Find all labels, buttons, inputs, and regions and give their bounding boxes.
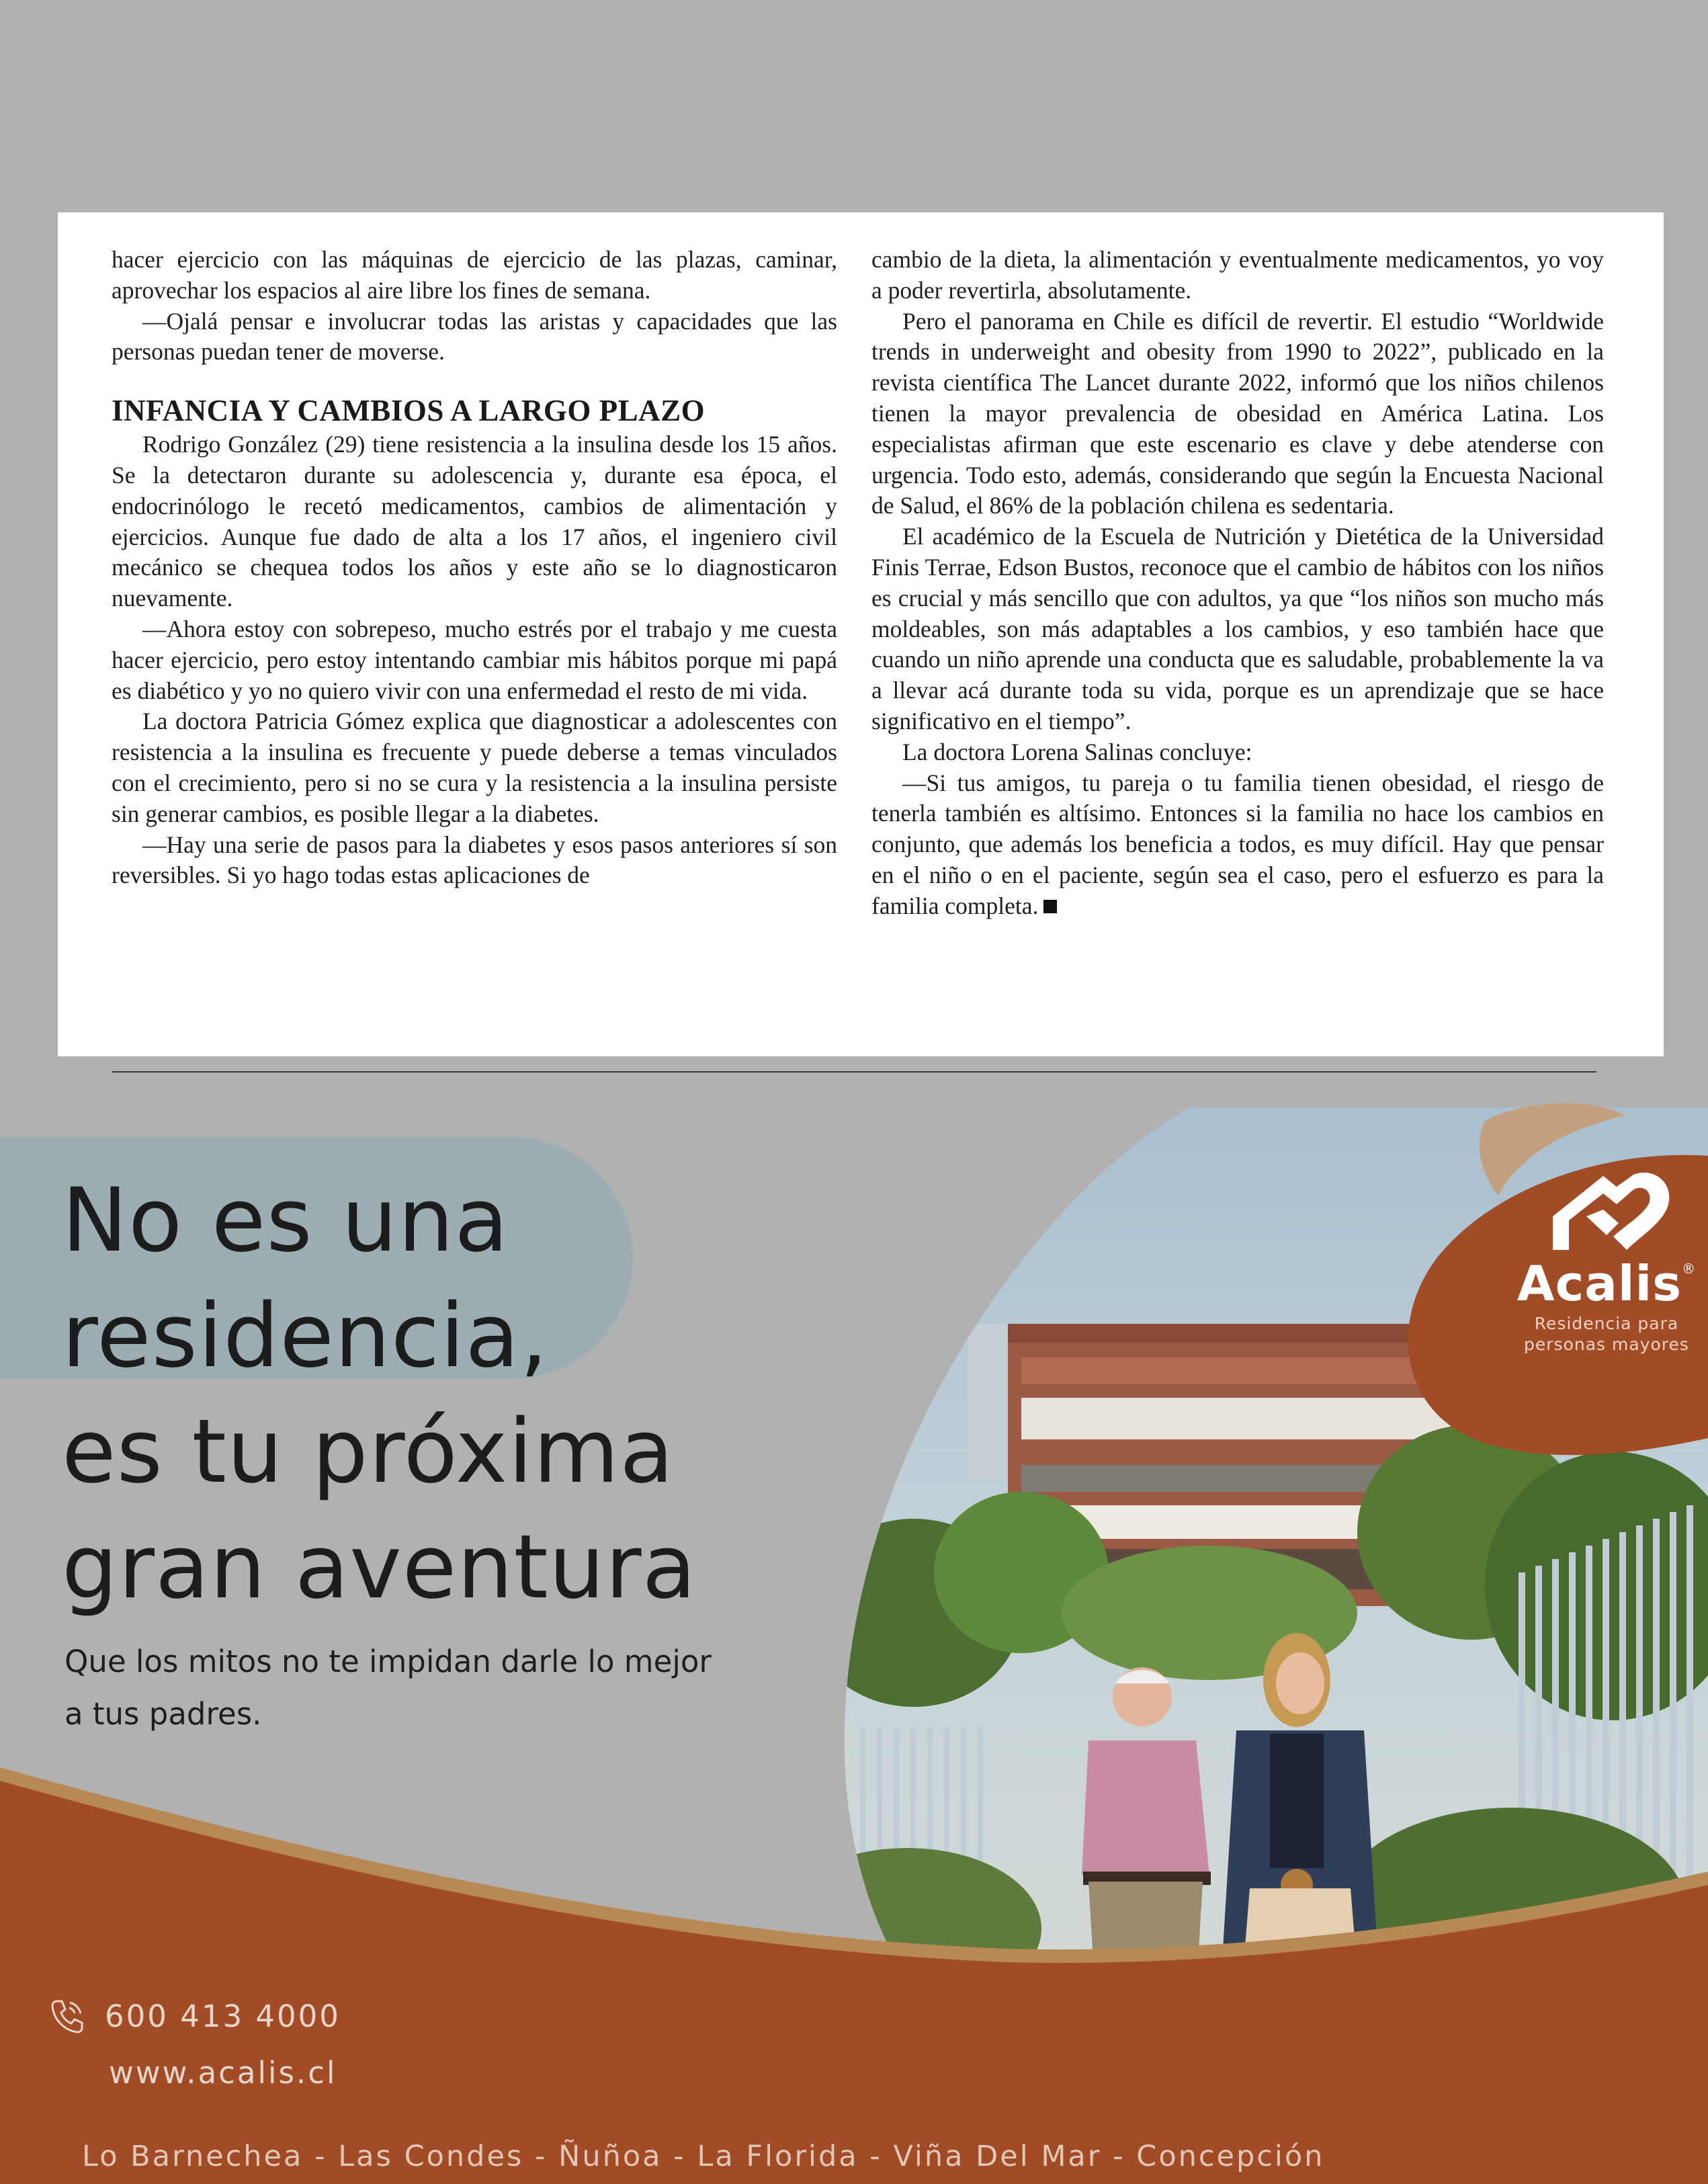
headline-line: No es una — [62, 1169, 509, 1271]
phone-icon — [47, 1996, 87, 2036]
article-paragraph: cambio de la dieta, la alimentación y eventualmente medicamentos, yo voy a poder revertirla, absolutamente. — [871, 246, 1604, 304]
section-heading: INFANCIA Y CAMBIOS A LARGO PLAZO — [112, 394, 706, 428]
article-card — [58, 212, 1664, 1056]
ad-subline — [65, 1636, 871, 1740]
end-of-article-mark-icon — [1043, 900, 1057, 913]
headline-line: es tu próxima — [62, 1400, 675, 1503]
registered-mark: ® — [1682, 1261, 1697, 1277]
section-divider — [112, 1071, 1596, 1073]
headline-line: residencia, — [62, 1284, 549, 1387]
locations-list: Lo Barnechea - Las Condes - Ñuñoa - La Florida - Viña Del Mar - Concepción — [82, 2140, 1325, 2173]
website-link[interactable]: www.acalis.cl — [109, 2055, 337, 2091]
article-paragraph: La doctora Patricia Gómez explica que diagnosticar a adolescentes con resistencia a la insulina es frecuente y puede deberse a temas vinculados con el crecimiento, pero si no se cura y la resistencia a la insulina persiste sin generar cambios, es posible llegar a la diabetes. — [112, 708, 837, 827]
headline-line: gran aventura — [62, 1515, 697, 1618]
phone-number[interactable]: 600 413 4000 — [105, 1998, 341, 2034]
house-heart-icon — [1539, 1169, 1674, 1257]
brand-tagline — [1502, 1313, 1708, 1355]
closing-paragraph-text: —Si tus amigos, tu pareja o tu familia tienen obesidad, el riesgo de tenerla también es altísimo. Entonces si la familia no hace los cambios en conjunto, que además los beneficia a todos, es muy difícil. Hay que pensar en el niño o en el paciente, según sea el caso, pero el esfuerzo es para la familia completa. — [871, 769, 1604, 919]
acalis-advertisement — [0, 1102, 1708, 2184]
contact-info — [47, 1996, 341, 2091]
acalis-logo — [1502, 1169, 1708, 1355]
article-paragraph: Rodrigo González (29) tiene resistencia a la insulina desde los 15 años. Se la detectaron durante su adolescencia y, durante esa época, el endocrinólogo le recetó medicamentos, cambios de alimentación y ejercicios. Aunque fue dado de alta a los 17 años, el ingeniero civil mecánico se chequea todos los años y este año se lo diagnosticaron nuevamente. — [112, 431, 837, 612]
subline-line: Que los mitos no te impidan darle lo mejor — [65, 1644, 712, 1679]
article-paragraph: —Ahora estoy con sobrepeso, mucho estrés por el trabajo y me cuesta hacer ejercicio, pero estoy intentando cambiar mis hábitos porque mi papá es diabético y yo no quiero vivir con una enfermedad el resto de mi vida. — [112, 615, 837, 704]
article-left-column — [112, 245, 837, 891]
tagline-line: Residencia para — [1534, 1314, 1679, 1333]
ad-headline — [62, 1163, 697, 1625]
article-paragraph: hacer ejercicio con las máquinas de ejercicio de las plazas, caminar, aprovechar los espacios al aire libre los fines de semana. — [112, 246, 837, 304]
article-paragraph: La doctora Lorena Salinas concluye: — [902, 738, 1252, 765]
subline-line: a tus padres. — [65, 1696, 262, 1732]
article-paragraph: El académico de la Escuela de Nutrición y Dietética de la Universidad Finis Terrae, Edson Bustos, reconoce que el cambio de hábitos con los niños es crucial y más sencillo que con adultos, ya que “los niños son mucho más moldeables, son más adaptables a los cambios, y eso también hace que cuando un niño aprende una conducta que es saludable, probablemente la va a llevar acá durante toda su vida, porque es un aprendizaje que se hace significativo en el tiempo”. — [871, 523, 1604, 734]
article-paragraph: —Ojalá pensar e involucrar todas las aristas y capacidades que las personas puedan tener de moverse. — [112, 307, 837, 366]
tagline-line: personas mayores — [1524, 1335, 1689, 1354]
article-paragraph: —Hay una serie de pasos para la diabetes y esos pasos anteriores sí son reversibles. Si yo hago todas estas aplicaciones de — [112, 831, 837, 889]
article-right-column — [871, 245, 1604, 922]
article-paragraph — [871, 768, 1604, 922]
phone-row[interactable] — [47, 1996, 341, 2036]
brand-name — [1502, 1255, 1708, 1312]
article-paragraph: Pero el panorama en Chile es difícil de revertir. El estudio “Worldwide trends in underweight and obesity from 1990 to 2022”, publicado en la revista científica The Lancet durante 2022, informó que los niños chilenos tienen la mayor prevalencia de obesidad en América Latina. Los especialistas afirman que este escenario es clave y debe atenderse con urgencia. Todo esto, además, considerando que según la Encuesta Nacional de Salud, el 86% de la población chilena es sedentaria. — [871, 307, 1604, 519]
brand-name-text: Acalis — [1517, 1255, 1682, 1312]
